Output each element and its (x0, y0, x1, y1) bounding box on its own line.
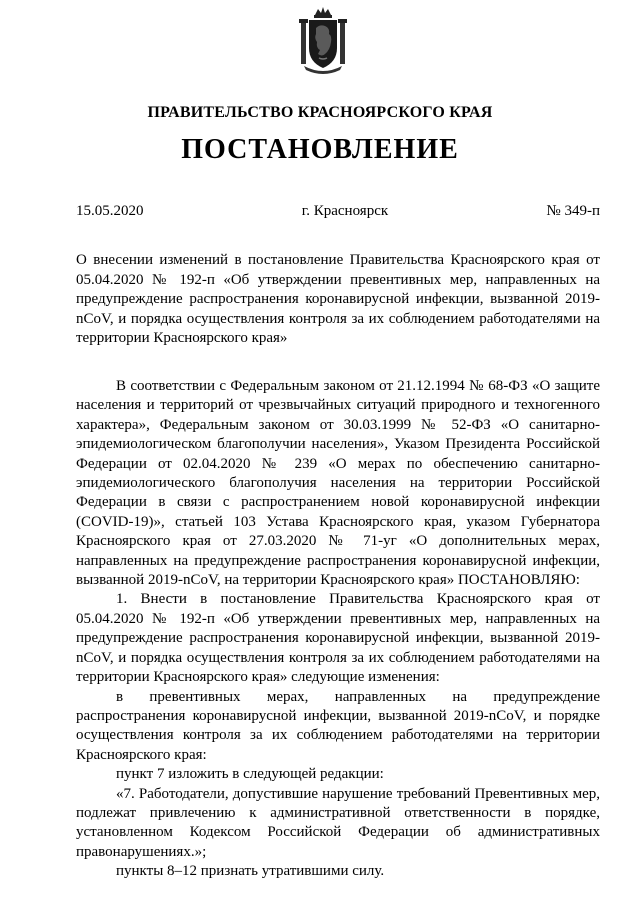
document-meta-row (76, 203, 600, 220)
body-paragraph: в превентивных мерах, направленных на предупреждение распространения коронавирусной инфекции, вызванной 2019-nCoV, и порядке осуществления контроля за их соблюдением работодателями на территории Красноярского края: (76, 688, 600, 763)
document-city: г. Красноярск (301, 203, 389, 219)
document-number: № 349-п (546, 203, 600, 219)
body-paragraph: 1. Внести в постановление Правительства Красноярского края от 05.04.2020 № 192-п «Об утверждении превентивных мер, направленных на предупреждение распространения коронавирусной инфекции, вызванной 2019-nCoV, и порядка осуществления контроля за их соблюдением работодателями на территории Красноярского края» следующие изменения: (76, 591, 600, 686)
document-body (76, 377, 600, 882)
government-title: ПРАВИТЕЛЬСТВО КРАСНОЯРСКОГО КРАЯ (147, 104, 493, 121)
body-paragraph: пункт 7 изложить в следующей редакции: (116, 766, 384, 783)
document-type-title: ПОСТАНОВЛЕНИЕ (181, 134, 459, 165)
document-date: 15.05.2020 (76, 203, 144, 219)
body-paragraph: пункты 8–12 признать утратившими силу. (116, 863, 385, 880)
document-subject: О внесении изменений в постановление Правительства Красноярского края от 05.04.2020 № 192-п «Об утверждении превентивных мер, направленных на предупреждение распространения коронавирусной инфекции, вызванной 2019-nCoV, и порядка осуществления контроля за их соблюдением работодателями на территории Красноярского края» (76, 252, 600, 346)
body-paragraph: В соответствии с Федеральным законом от 21.12.1994 № 68-ФЗ «О защите населения и территорий от чрезвычайных ситуаций природного и техногенного характера», Федеральным законом от 30.03.1999 № 52-ФЗ «О санитарно-эпидемиологическом благополучии населения», Указом Президента Российской Федерации от 02.04.2020 № 239 «О мерах по обеспечению санитарно-эпидемиологического благополучия населения на территории Российской Федерации в связи с распространением новой коронавирусной инфекции (COVID-19)», статьей 103 Устава Красноярского края, указом Губернатора Красноярского края от 27.03.2020 № 71-уг «О дополнительных мерах, направленных на предупреждение распространения коронавирусной инфекции, вызванной 2019-nCoV, на территории Красноярского края» ПОСТАНОВЛЯЮ: (76, 378, 600, 589)
body-paragraph: «7. Работодатели, допустившие нарушение требований Превентивных мер, подлежат привлечению к административной ответственности в порядке, установленном Кодексом Российской Федерации об административных правонарушениях.»; (76, 785, 600, 860)
krasnoyarsk-coat-of-arms-icon (298, 6, 348, 76)
